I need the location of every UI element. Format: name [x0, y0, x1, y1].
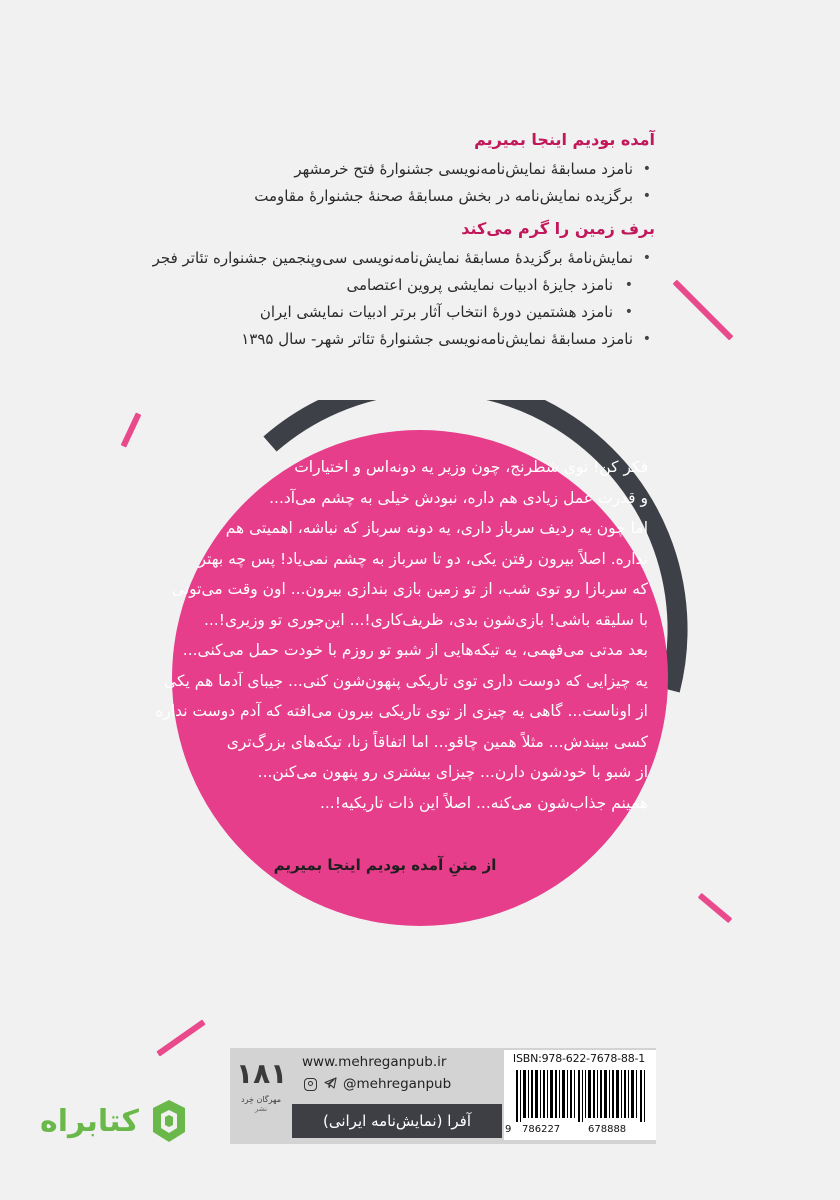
- ketabrah-logo-icon: [145, 1096, 193, 1146]
- barcode-digit: 9: [505, 1124, 512, 1135]
- decorative-stroke: [673, 280, 734, 341]
- quote-line: کسی ببیندش... مثلاً همین چاقو... اما اتفاقاً زنا، تیکه‌های بزرگ‌تری: [226, 732, 648, 751]
- quote-source: از متنِ آمده بودیم اینجا بمیریم: [273, 856, 497, 874]
- quote-line: اما چون یه ردیف سرباز داری، یه دونه سرباز که نباشه، اهمیتی هم: [225, 519, 648, 537]
- quote-line: با سلیقه باشی! بازی‌شون بدی، ظریف‌کاری!... این‌جوری تو وزیری!...: [203, 610, 648, 629]
- play2-title: برف زمین را گرم می‌کند: [461, 219, 655, 238]
- list-item: • نمایش‌نامهٔ برگزیدهٔ مسابقهٔ نمایش‌نامه‌نویسی سی‌وپنجمین جشنواره تئاتر فجر: [135, 245, 655, 271]
- social-handle: @mehreganpub: [343, 1076, 452, 1092]
- decorative-stroke: [698, 893, 732, 923]
- quote-line: و قدرت عمل زیادی هم داره، نبودش خیلی به چشم می‌آد...: [269, 488, 648, 507]
- quote-line: بعد مدتی می‌فهمی، یه تیکه‌هایی از شبو تو روزم با خودت حمل می‌کنی...: [182, 641, 648, 659]
- quote-line: از شبو با خودشون دارن... چیزای بیشتری رو پنهون می‌کنن...: [257, 763, 648, 781]
- play1-title: آمده بودیم اینجا بمیریم: [474, 130, 655, 149]
- publisher-logo: [236, 1054, 286, 1136]
- barcode: [514, 1070, 650, 1122]
- isbn-label: ISBN:978-622-7678-88-1: [512, 1052, 646, 1065]
- barcode-group: 786227: [522, 1124, 561, 1135]
- quote-line: که سربازا رو توی شب، از تو زمین بازی بندازی بیرون... اون وقت می‌تونی: [171, 580, 648, 598]
- instagram-icon: [304, 1078, 317, 1091]
- ketabrah-brand[interactable]: [40, 1096, 193, 1146]
- quote-text: [155, 452, 648, 818]
- list-item: • برگزیده نمایش‌نامه در بخش مسابقهٔ صحنهٔ جشنوارهٔ مقاومت: [135, 183, 655, 209]
- publisher-logo-name: مهرگان خِرد: [241, 1095, 281, 1104]
- quote-line: همینم جذاب‌شون می‌کنه... اصلاً این ذات تاریکیه!...: [319, 793, 648, 812]
- publisher-social: [304, 1076, 451, 1092]
- list-item: • نامزد جایزهٔ ادبیات نمایشی پروین اعتصامی: [135, 272, 655, 298]
- decorative-stroke: [121, 412, 142, 447]
- barcode-group: 678888: [588, 1124, 627, 1135]
- list-item: • نامزد هشتمین دورهٔ انتخاب آثار برتر ادبیات نمایشی ایران: [135, 299, 655, 325]
- publisher-box: [232, 1050, 504, 1140]
- telegram-icon: [323, 1077, 337, 1091]
- list-item: • نامزد مسابقهٔ نمایش‌نامه‌نویسی جشنوارهٔ فتح خرمشهر: [135, 156, 655, 182]
- series-label: آفرا (نمایش‌نامه ایرانی): [292, 1104, 502, 1138]
- awards-section: [135, 128, 655, 360]
- quote-line: نداره. اصلاً بیرون رفتن یکی، دو تا سرباز به چشم نمی‌یاد! پس چه بهتر: [198, 549, 648, 568]
- isbn-barcode-area: [504, 1050, 656, 1140]
- publisher-website: www.mehreganpub.ir: [302, 1054, 447, 1070]
- play2-awards-list: [135, 245, 655, 352]
- decorative-stroke: [156, 1019, 205, 1056]
- publisher-logo-mark: ۱۸۱: [236, 1057, 288, 1090]
- quote-line: از اوناست... گاهی یه چیزی از توی تاریکی بیرون می‌افته که آدم دوست نداره: [155, 702, 648, 720]
- quote-line: یه چیزایی که دوست داری توی تاریکی پنهون‌شون کنی... جیبای آدما هم یکی: [164, 671, 648, 690]
- publisher-logo-sub: نشر: [254, 1105, 268, 1113]
- quote-line: فکر کن! توی شطرنج، چون وزیر یه دونه‌اس و اختیارات: [294, 458, 648, 476]
- ketabrah-name: کتابراه: [40, 1103, 139, 1139]
- list-item: • نامزد مسابقهٔ نمایش‌نامه‌نویسی جشنوارهٔ تئاتر شهر- سال ۱۳۹۵: [135, 326, 655, 352]
- play1-awards-list: [135, 156, 655, 209]
